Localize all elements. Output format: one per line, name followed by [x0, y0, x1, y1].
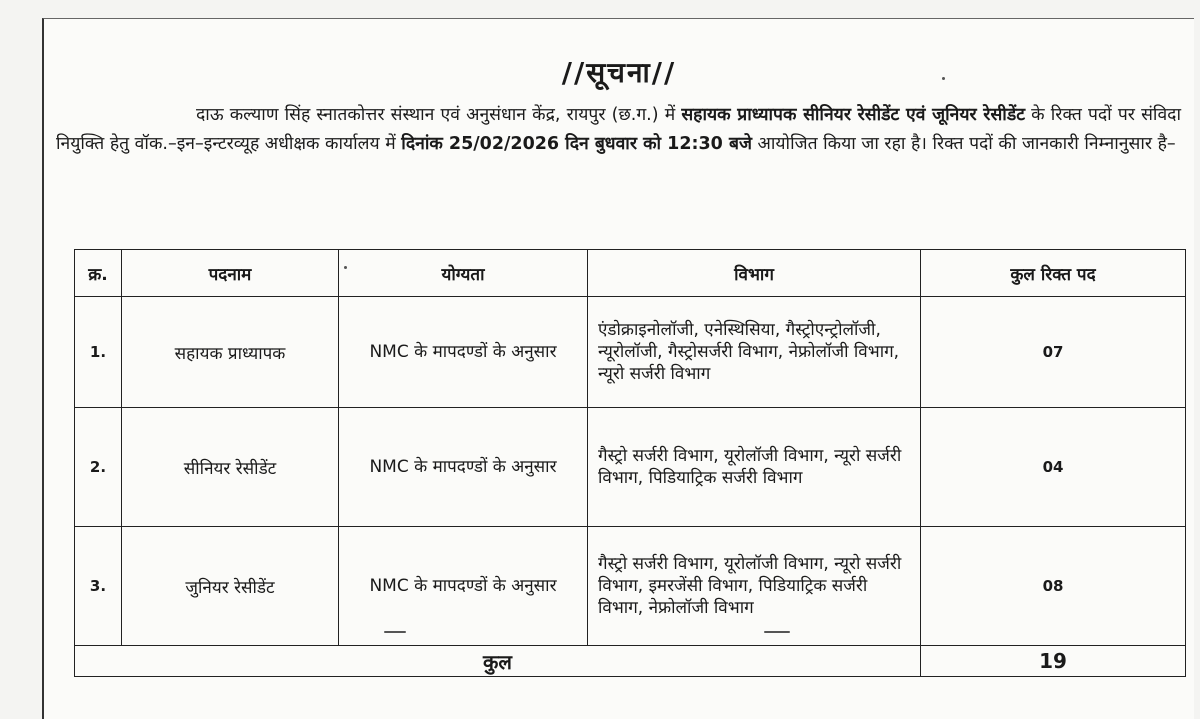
row-qualification: NMC के मापदण्डों के अनुसार — [339, 408, 588, 527]
total-label: कुल — [75, 646, 921, 677]
row-vacancies: 07 — [921, 297, 1186, 408]
header-vacancies: कुल रिक्त पद — [921, 250, 1186, 297]
vacancy-table — [74, 249, 1186, 677]
scan-speck — [344, 266, 347, 269]
total-value: 19 — [921, 646, 1186, 677]
posts-bold-text: सहायक प्राध्यापक सीनियर रेसीडेंट एवं जूनियर रेसीडेंट — [681, 105, 1026, 125]
table-row — [75, 297, 1186, 408]
header-qualification: योग्यता — [339, 250, 588, 297]
row-vacancies: 08 — [921, 527, 1186, 646]
scan-speck — [942, 77, 945, 80]
row-department: एंडोक्राइनोलॉजी, एनेस्थिसिया, गैस्ट्रोएन्ट्रोलॉजी, न्यूरोलॉजी, गैस्ट्रोसर्जरी विभाग, नेफ्रोलॉजी विभाग, न्यूरो सर्जरी विभाग — [588, 297, 921, 408]
row-post: सहायक प्राध्यापक — [122, 297, 339, 408]
table-header-row — [75, 250, 1186, 297]
header-sno: क्र. — [75, 250, 122, 297]
intro-text: दाऊ कल्याण सिंह स्नातकोत्तर संस्थान एवं अनुसंधान केंद्र, रायपुर (छ.ग.) में — [196, 105, 676, 125]
notice-paragraph — [56, 101, 1181, 159]
row-qualification: NMC के मापदण्डों के अनुसार — [339, 297, 588, 408]
row-post: सीनियर रेसीडेंट — [122, 408, 339, 527]
notice-title: //सूचना// — [561, 56, 677, 89]
middle-text: के रिक्त पदों पर संविदा नियुक्ति हेतु वॉक.–इन–इन्टरव्यूह अधीक्षक कार्यालय में — [56, 105, 1182, 154]
scan-speck — [764, 631, 790, 633]
tail-text: आयोजित किया जा रहा है। रिक्त पदों की जानकारी निम्नानुसार है– — [757, 134, 1176, 154]
scan-speck — [384, 631, 406, 633]
row-vacancies: 04 — [921, 408, 1186, 527]
row-sno: 2. — [75, 408, 122, 527]
row-sno: 1. — [75, 297, 122, 408]
notice-document — [42, 18, 1194, 719]
header-post: पदनाम — [122, 250, 339, 297]
row-sno: 3. — [75, 527, 122, 646]
row-post: जुनियर रेसीडेंट — [122, 527, 339, 646]
row-department: गैस्ट्रो सर्जरी विभाग, यूरोलॉजी विभाग, न्यूरो सर्जरी विभाग, पिडियाट्रिक सर्जरी विभाग — [588, 408, 921, 527]
header-department: विभाग — [588, 250, 921, 297]
table-total-row — [75, 646, 1186, 677]
table-row — [75, 527, 1186, 646]
row-department: गैस्ट्रो सर्जरी विभाग, यूरोलॉजी विभाग, न्यूरो सर्जरी विभाग, इमरजेंसी विभाग, पिडियाट्रिक सर्जरी विभाग, नेफ्रोलॉजी विभाग — [588, 527, 921, 646]
table-row — [75, 408, 1186, 527]
date-bold-text: दिनांक 25/02/2026 दिन बुधवार को 12:30 बजे — [401, 134, 752, 154]
row-qualification: NMC के मापदण्डों के अनुसार — [339, 527, 588, 646]
